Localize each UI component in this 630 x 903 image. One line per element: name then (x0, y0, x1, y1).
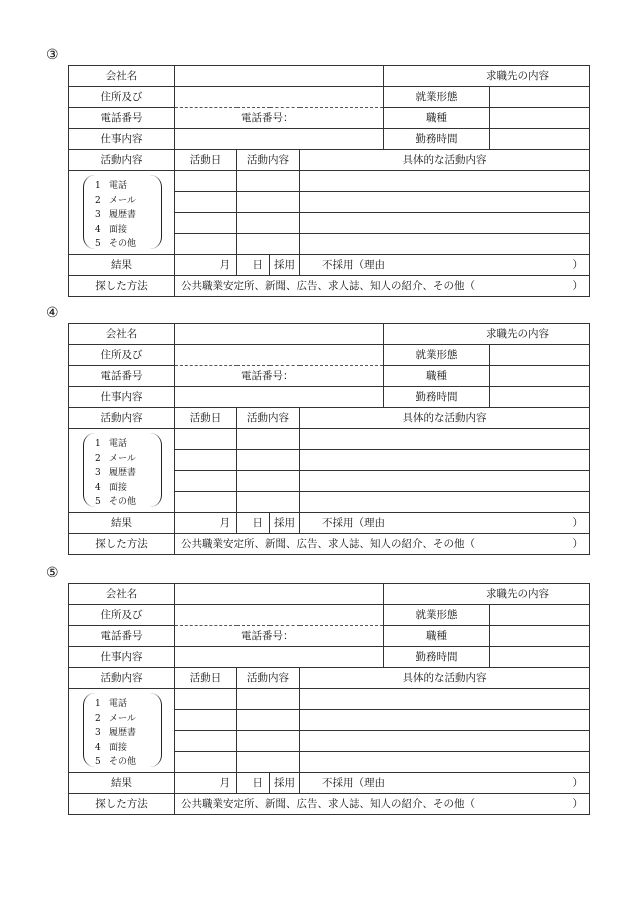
activity-content-label: 活動内容 (69, 150, 175, 171)
activity-option: 5 その他 (95, 239, 137, 249)
job-details-header: 求職先の内容 (384, 584, 590, 605)
job-details-header: 求職先の内容 (384, 324, 590, 345)
occupation-label: 職種 (384, 366, 490, 387)
activity-content-label: 活動内容 (69, 668, 175, 689)
activity-date-cell[interactable] (175, 234, 237, 255)
activity-options-box (69, 689, 175, 773)
section-number: ④ (46, 305, 59, 321)
activity-options-box (69, 171, 175, 255)
address-label: 住所及び (69, 87, 175, 108)
activity-option: 2 メール (95, 453, 136, 464)
company-name-field[interactable] (175, 584, 384, 605)
activity-date-cell[interactable] (175, 689, 237, 710)
activity-detail-cell[interactable] (237, 213, 300, 234)
job-content-label: 仕事内容 (69, 387, 175, 408)
company-name-label: 会社名 (69, 584, 175, 605)
phone-label: 電話番号 (69, 626, 175, 647)
activity-detail-header: 活動内容 (237, 150, 300, 171)
result-not-hired[interactable] (300, 513, 590, 534)
section-number: ③ (46, 47, 59, 63)
result-month[interactable]: 月 (175, 773, 237, 794)
activity-option: 3 履歴書 (95, 728, 137, 738)
section-number: ⑤ (46, 565, 59, 581)
specific-activity-header: 具体的な活動内容 (300, 408, 590, 429)
result-day[interactable]: 日 (237, 773, 270, 794)
specific-activity-cell[interactable] (300, 213, 590, 234)
working-hours-label: 勤務時間 (384, 647, 490, 668)
occupation-field[interactable] (490, 108, 590, 129)
phone-field[interactable]: 電話番号： (175, 626, 384, 647)
activity-date-cell[interactable] (175, 492, 237, 513)
specific-activity-cell[interactable] (300, 192, 590, 213)
specific-activity-cell[interactable] (300, 731, 590, 752)
method-field[interactable] (175, 534, 590, 555)
result-month[interactable]: 月 (175, 255, 237, 276)
job-content-label: 仕事内容 (69, 647, 175, 668)
specific-activity-cell[interactable] (300, 689, 590, 710)
activity-options-box (69, 429, 175, 513)
activity-date-cell[interactable] (175, 171, 237, 192)
specific-activity-cell[interactable] (300, 752, 590, 773)
job-content-label: 仕事内容 (69, 129, 175, 150)
close-paren: ） (572, 538, 583, 550)
activity-options-list (95, 697, 136, 770)
activity-detail-cell[interactable] (237, 710, 300, 731)
occupation-label: 職種 (384, 626, 490, 647)
activity-option: 5 その他 (95, 757, 137, 767)
result-day[interactable]: 日 (237, 513, 270, 534)
activity-option: 3 履歴書 (95, 468, 137, 478)
activity-detail-cell[interactable] (237, 471, 300, 492)
result-label: 結果 (69, 513, 175, 534)
result-day[interactable]: 日 (237, 255, 270, 276)
activity-option: 1 電話 (95, 699, 128, 709)
method-label: 探した方法 (69, 534, 175, 555)
activity-options-list (95, 437, 136, 510)
employment-type-field[interactable] (490, 345, 590, 366)
company-name-label: 会社名 (69, 324, 175, 345)
activity-detail-cell[interactable] (237, 731, 300, 752)
activity-option: 4 面接 (95, 224, 128, 235)
not-hired-text: 不採用（理由 (322, 259, 385, 271)
activity-option: 2 メール (95, 195, 136, 206)
activity-content-label: 活動内容 (69, 408, 175, 429)
job-content-field[interactable] (175, 129, 384, 150)
activity-detail-cell[interactable] (237, 492, 300, 513)
occupation-field[interactable] (490, 626, 590, 647)
phone-field[interactable]: 電話番号： (175, 108, 384, 129)
occupation-label: 職種 (384, 108, 490, 129)
company-name-label: 会社名 (69, 66, 175, 87)
address-label: 住所及び (69, 345, 175, 366)
result-month[interactable]: 月 (175, 513, 237, 534)
method-field[interactable] (175, 794, 590, 815)
result-hired[interactable]: 採用 (270, 513, 300, 534)
specific-activity-cell[interactable] (300, 171, 590, 192)
activity-date-cell[interactable] (175, 192, 237, 213)
activity-date-cell[interactable] (175, 731, 237, 752)
working-hours-label: 勤務時間 (384, 387, 490, 408)
address-label: 住所及び (69, 605, 175, 626)
method-field[interactable] (175, 276, 590, 297)
activity-detail-cell[interactable] (237, 429, 300, 450)
specific-activity-cell[interactable] (300, 471, 590, 492)
working-hours-field[interactable] (490, 647, 590, 668)
activity-detail-cell[interactable] (237, 234, 300, 255)
working-hours-field[interactable] (490, 129, 590, 150)
phone-label: 電話番号 (69, 108, 175, 129)
activity-date-cell[interactable] (175, 752, 237, 773)
method-label: 探した方法 (69, 276, 175, 297)
specific-activity-header: 具体的な活動内容 (300, 668, 590, 689)
activity-option: 3 履歴書 (95, 210, 137, 220)
activity-date-cell[interactable] (175, 429, 237, 450)
address-field[interactable] (175, 605, 384, 626)
activity-detail-cell[interactable] (237, 450, 300, 471)
activity-option: 1 電話 (95, 439, 128, 449)
result-hired[interactable]: 採用 (270, 255, 300, 276)
result-not-hired[interactable] (300, 255, 590, 276)
method-options: 公共職業安定所、新聞、広告、求人誌、知人の紹介、その他（ (181, 538, 475, 550)
activity-option: 1 電話 (95, 181, 128, 191)
address-field[interactable] (175, 345, 384, 366)
close-paren: ） (572, 259, 583, 271)
phone-label: 電話番号 (69, 366, 175, 387)
activity-option: 4 面接 (95, 482, 128, 493)
working-hours-field[interactable] (490, 387, 590, 408)
activity-detail-header: 活動内容 (237, 668, 300, 689)
specific-activity-cell[interactable] (300, 234, 590, 255)
result-not-hired[interactable] (300, 773, 590, 794)
employment-type-field[interactable] (490, 605, 590, 626)
result-label: 結果 (69, 255, 175, 276)
result-label: 結果 (69, 773, 175, 794)
activity-options-list (95, 179, 136, 252)
record-form (68, 65, 589, 292)
not-hired-text: 不採用（理由 (322, 777, 385, 789)
job-content-field[interactable] (175, 647, 384, 668)
activity-detail-cell[interactable] (237, 171, 300, 192)
close-paren: ） (572, 517, 583, 529)
specific-activity-cell[interactable] (300, 429, 590, 450)
activity-detail-header: 活動内容 (237, 408, 300, 429)
working-hours-label: 勤務時間 (384, 129, 490, 150)
employment-type-label: 就業形態 (384, 345, 490, 366)
employment-type-label: 就業形態 (384, 605, 490, 626)
method-options: 公共職業安定所、新聞、広告、求人誌、知人の紹介、その他（ (181, 280, 475, 292)
activity-option: 5 その他 (95, 497, 137, 507)
address-field[interactable] (175, 87, 384, 108)
employment-type-label: 就業形態 (384, 87, 490, 108)
activity-option: 2 メール (95, 713, 136, 724)
method-label: 探した方法 (69, 794, 175, 815)
company-name-field[interactable] (175, 66, 384, 87)
job-content-field[interactable] (175, 387, 384, 408)
activity-date-header: 活動日 (175, 150, 237, 171)
specific-activity-cell[interactable] (300, 450, 590, 471)
activity-date-cell[interactable] (175, 450, 237, 471)
activity-date-cell[interactable] (175, 471, 237, 492)
activity-detail-cell[interactable] (237, 192, 300, 213)
job-details-header: 求職先の内容 (384, 66, 590, 87)
activity-detail-cell[interactable] (237, 752, 300, 773)
specific-activity-cell[interactable] (300, 492, 590, 513)
activity-date-header: 活動日 (175, 408, 237, 429)
company-name-field[interactable] (175, 324, 384, 345)
record-form (68, 583, 589, 810)
activity-detail-cell[interactable] (237, 689, 300, 710)
record-form (68, 323, 589, 550)
phone-field[interactable]: 電話番号： (175, 366, 384, 387)
activity-option: 4 面接 (95, 742, 128, 753)
close-paren: ） (572, 777, 583, 789)
employment-type-field[interactable] (490, 87, 590, 108)
specific-activity-header: 具体的な活動内容 (300, 150, 590, 171)
method-options: 公共職業安定所、新聞、広告、求人誌、知人の紹介、その他（ (181, 798, 475, 810)
close-paren: ） (572, 798, 583, 810)
activity-date-header: 活動日 (175, 668, 237, 689)
activity-date-cell[interactable] (175, 710, 237, 731)
result-hired[interactable]: 採用 (270, 773, 300, 794)
close-paren: ） (572, 280, 583, 292)
not-hired-text: 不採用（理由 (322, 517, 385, 529)
activity-date-cell[interactable] (175, 213, 237, 234)
occupation-field[interactable] (490, 366, 590, 387)
specific-activity-cell[interactable] (300, 710, 590, 731)
